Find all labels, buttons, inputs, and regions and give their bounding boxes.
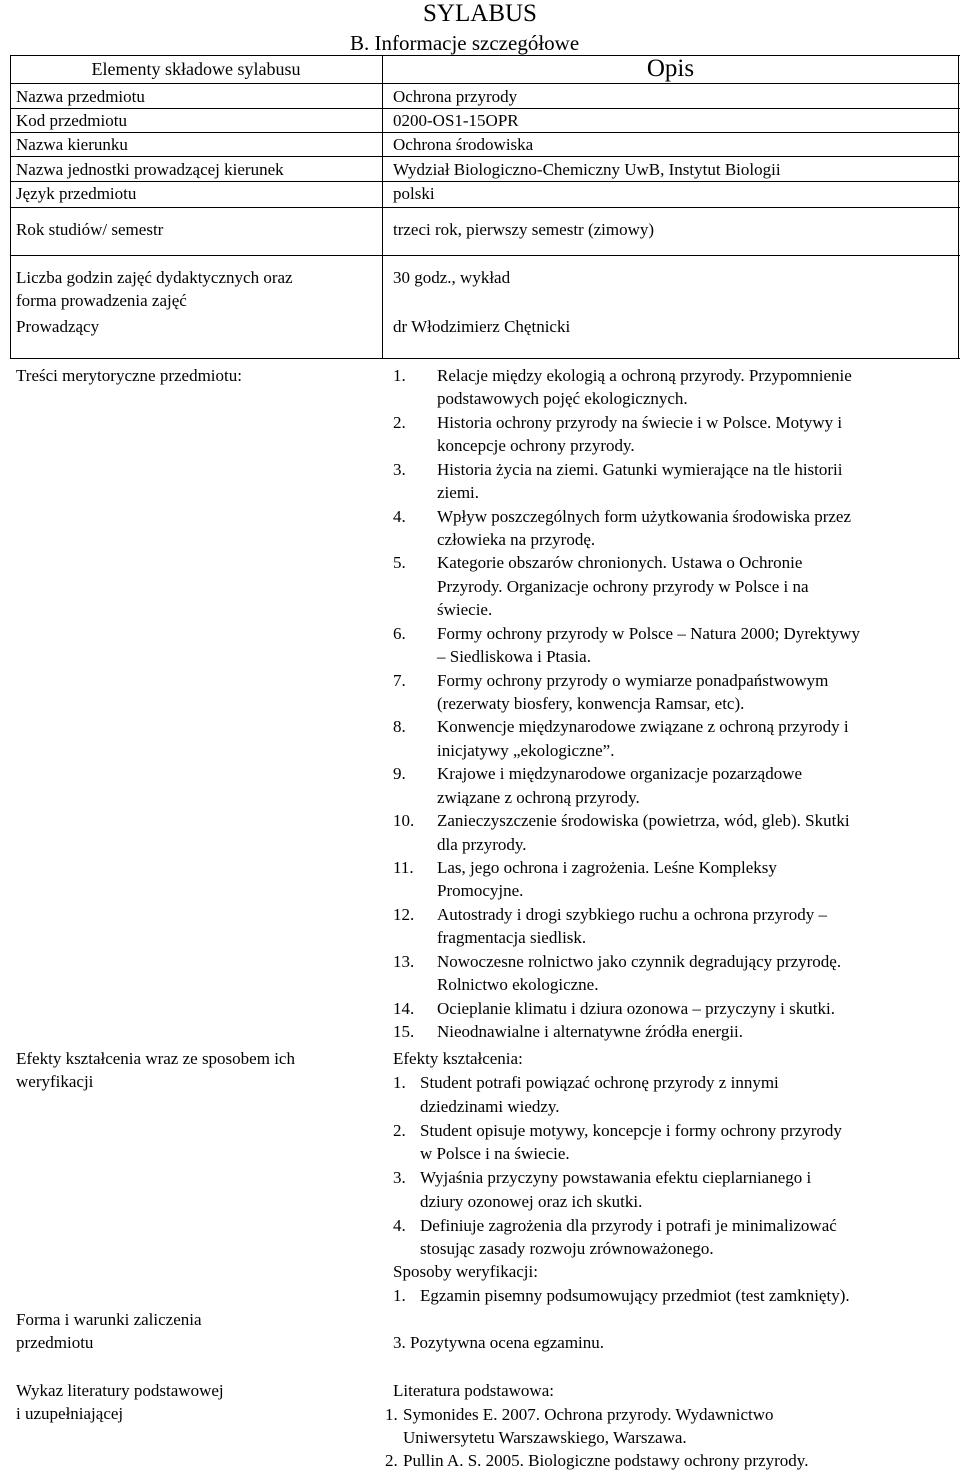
outcomes-label: weryfikacji	[16, 1072, 94, 1091]
content-item-line: ziemi.	[437, 483, 480, 503]
literature-line: Symonides E. 2007. Ochrona przyrody. Wydawnictwo	[403, 1405, 774, 1424]
assessment-label: przedmiotu	[16, 1333, 94, 1352]
outcome-item-line: dziury ozonowej oraz ich skutki.	[420, 1191, 643, 1211]
content-item-line: (rezerwaty biosfery, konwencja Ramsar, etc).	[437, 694, 745, 714]
content-item-line: – Siedliskowa i Ptasia.	[437, 647, 591, 667]
content-item-line: świecie.	[437, 600, 493, 620]
page-subtitle: B. Informacje szczegółowe	[350, 31, 580, 55]
content-item-line: podstawowych pojęć ekologicznych.	[437, 389, 688, 409]
row-divider	[10, 132, 960, 133]
field-label: Nazwa przedmiotu	[16, 87, 145, 106]
outcome-item-line: dziedzinami wiedzy.	[420, 1096, 560, 1116]
outcome-item-line: Definiuje zagrożenia dla przyrody i potrafi je minimalizować	[420, 1215, 837, 1235]
content-item-num: 11.	[393, 858, 414, 878]
field-value: Ochrona środowiska	[393, 135, 534, 154]
content-item-line: Ocieplanie klimatu i dziura ozonowa – przyczyny i skutki.	[437, 998, 835, 1018]
row-divider	[10, 358, 960, 359]
methods-heading: Sposoby weryfikacji:	[393, 1262, 538, 1281]
content-item-line: inicjatywy „ekologiczne”.	[437, 740, 615, 760]
content-item-line: Nieodnawialne i alternatywne źródła energii.	[437, 1022, 744, 1042]
content-item-num: 15.	[393, 1022, 415, 1042]
table-border-right	[958, 55, 959, 359]
field-value: Ochrona przyrody	[393, 87, 518, 106]
literature-num: 2.	[385, 1451, 398, 1470]
table-border-left	[10, 55, 11, 359]
content-item-line: Historia życia na ziemi. Gatunki wymierające na tle historii	[437, 459, 843, 479]
lecturer-value: dr Włodzimierz Chętnicki	[393, 317, 571, 336]
field-label: Kod przedmiotu	[16, 111, 127, 130]
outcome-item-num: 2.	[393, 1120, 406, 1140]
literature-label: i uzupełniającej	[16, 1404, 124, 1423]
content-item-line: dla przyrody.	[437, 834, 527, 854]
row-divider	[10, 255, 960, 256]
content-item-line: Krajowe i międzynarodowe organizacje pozarządowe	[437, 764, 803, 784]
content-item-num: 8.	[393, 717, 406, 737]
field-label: Rok studiów/ semestr	[16, 220, 164, 239]
content-item-num: 1.	[393, 366, 406, 385]
field-label: Nazwa kierunku	[16, 135, 128, 154]
content-item-num: 9.	[393, 764, 406, 784]
outcome-item-line: stosując zasady rozwoju zrównoważonego.	[420, 1239, 714, 1259]
content-item-line: Kategorie obszarów chronionych. Ustawa o Ochronie	[437, 553, 803, 573]
content-item-line: Formy ochrony przyrody o wymiarze ponadpaństwowym	[437, 670, 829, 690]
field-value: 0200-OS1-15OPR	[393, 111, 519, 130]
header-elements: Elementy składowe sylabusu	[91, 59, 301, 79]
hours-value: 30 godz., wykład	[393, 268, 511, 287]
assessment-label: Forma i warunki zaliczenia	[16, 1310, 202, 1329]
outcomes-label: Efekty kształcenia wraz ze sposobem ich	[16, 1049, 295, 1068]
row-divider	[10, 181, 960, 182]
field-value: trzeci rok, pierwszy semestr (zimowy)	[393, 220, 655, 239]
outcome-item-num: 4.	[393, 1215, 406, 1235]
method-text: Egzamin pisemny podsumowujący przedmiot (test zamknięty).	[420, 1286, 850, 1305]
row-divider	[10, 156, 960, 157]
outcome-item-num: 1.	[393, 1073, 406, 1092]
hours-label: forma prowadzenia zajęć	[16, 291, 187, 310]
outcome-item-line: Student opisuje motywy, koncepcje i formy ochrony przyrody	[420, 1120, 842, 1140]
outcome-item-line: Student potrafi powiązać ochronę przyrody z innymi	[420, 1073, 779, 1092]
content-item-line: Wpływ poszczególnych form użytkowania środowiska przez	[437, 506, 852, 526]
content-item-num: 7.	[393, 670, 406, 690]
content-item-line: człowieka na przyrodę.	[437, 530, 596, 549]
content-item-num: 14.	[393, 998, 415, 1018]
content-item-line: Historia ochrony przyrody na świecie i w Polsce. Motywy i	[437, 412, 843, 432]
literature-heading: Literatura podstawowa:	[393, 1381, 554, 1400]
content-item-line: Przyrody. Organizacje ochrony przyrody w Polsce i na	[437, 576, 809, 596]
field-value: polski	[393, 184, 435, 203]
lecturer-label: Prowadzący	[16, 317, 100, 336]
outcomes-heading: Efekty kształcenia:	[393, 1049, 523, 1068]
header-description: Opis	[646, 55, 695, 82]
outcome-item-line: Wyjaśnia przyczyny powstawania efektu cieplarnianego i	[420, 1168, 812, 1187]
content-item-line: Promocyjne.	[437, 881, 524, 901]
content-item-num: 12.	[393, 904, 415, 924]
literature-label: Wykaz literatury podstawowej	[16, 1381, 224, 1400]
literature-line: Pullin A. S. 2005. Biologiczne podstawy ochrony przyrody.	[403, 1451, 809, 1470]
method-num: 1.	[393, 1286, 406, 1305]
content-item-num: 13.	[393, 951, 415, 971]
content-item-line: Konwencje międzynarodowe związane z ochroną przyrody i	[437, 717, 849, 737]
content-item-line: Las, jego ochrona i zagrożenia. Leśne Kompleksy	[437, 858, 777, 878]
literature-line: Uniwersytetu Warszawskiego, Warszawa.	[403, 1428, 687, 1447]
content-item-num: 4.	[393, 506, 406, 526]
field-label: Język przedmiotu	[16, 184, 137, 203]
row-divider	[10, 207, 960, 208]
content-item-num: 6.	[393, 623, 406, 643]
content-item-line: Nowoczesne rolnictwo jako czynnik degradujący przyrodę.	[437, 951, 842, 971]
table-header-divider	[10, 83, 960, 84]
content-item-line: Rolnictwo ekologiczne.	[437, 975, 599, 995]
content-item-num: 5.	[393, 553, 406, 573]
outcome-item-line: w Polsce i na świecie.	[420, 1144, 570, 1164]
content-item-line: fragmentacja siedlisk.	[437, 928, 587, 948]
row-divider	[10, 108, 960, 109]
content-item-num: 10.	[393, 811, 415, 831]
hours-label: Liczba godzin zajęć dydaktycznych oraz	[16, 268, 293, 287]
field-value: Wydział Biologiczno-Chemiczny UwB, Instytut Biologii	[393, 160, 781, 179]
content-item-line: Autostrady i drogi szybkiego ruchu a ochrona przyrody –	[437, 904, 827, 924]
content-item-line: Relacje między ekologią a ochroną przyrody. Przypomnienie	[437, 366, 852, 385]
page-title: SYLABUS	[423, 0, 537, 27]
content-item-line: Zanieczyszczenie środowiska (powietrza, wód, gleb). Skutki	[437, 811, 850, 831]
content-item-line: związane z ochroną przyrody.	[437, 787, 640, 807]
field-label: Nazwa jednostki prowadzącej kierunek	[16, 160, 284, 179]
content-item-num: 3.	[393, 459, 406, 479]
table-column-divider	[382, 55, 383, 359]
content-item-num: 2.	[393, 412, 406, 432]
literature-num: 1.	[385, 1405, 398, 1424]
outcome-item-num: 3.	[393, 1168, 406, 1187]
assessment-value: 3. Pozytywna ocena egzaminu.	[393, 1333, 605, 1352]
content-item-line: Formy ochrony przyrody w Polsce – Natura 2000; Dyrektywy	[437, 623, 861, 643]
content-item-line: koncepcje ochrony przyrody.	[437, 436, 635, 456]
content-label: Treści merytoryczne przedmiotu:	[16, 366, 242, 385]
